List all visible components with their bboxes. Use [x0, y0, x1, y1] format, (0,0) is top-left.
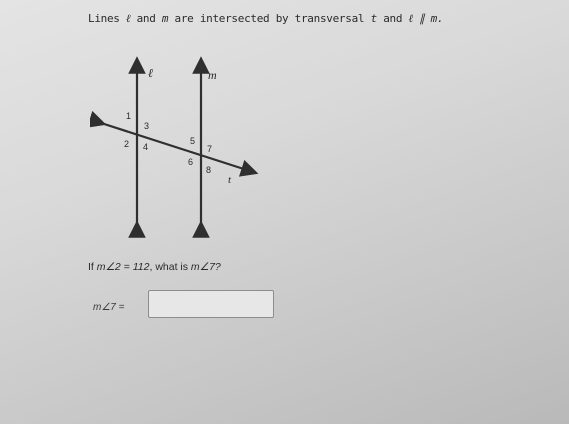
problem-line-m: m — [161, 12, 169, 25]
question-prefix: If — [88, 261, 94, 273]
question-target: m∠7? — [190, 261, 221, 273]
transversal-t — [98, 122, 250, 171]
question-text — [88, 261, 221, 273]
label-t: t — [228, 174, 232, 186]
problem-statement — [88, 12, 443, 25]
problem-line-l: ℓ — [125, 12, 131, 25]
problem-parallel: ℓ ∥ m. — [408, 12, 444, 25]
problem-and-2: and — [383, 12, 403, 25]
angle-7-label: 7 — [207, 144, 213, 154]
angle-2-label: 2 — [124, 139, 130, 149]
angle-5-label: 5 — [190, 136, 196, 146]
problem-transversal: t — [370, 12, 377, 25]
angle-4-label: 4 — [143, 142, 149, 152]
answer-input[interactable] — [148, 290, 274, 318]
question-given: m∠2 = 112 — [96, 261, 150, 273]
angle-3-label: 3 — [144, 121, 150, 131]
problem-prefix: Lines — [88, 12, 120, 25]
problem-rest: are intersected by transversal — [174, 12, 365, 25]
angle-8-label: 8 — [206, 165, 212, 175]
label-m: m — [208, 68, 217, 82]
label-l: ℓ — [148, 66, 153, 80]
answer-label: m∠7 = — [93, 302, 125, 313]
problem-and: and — [136, 12, 156, 25]
parallel-lines-diagram — [90, 55, 260, 240]
question-mid: , what is — [149, 261, 188, 273]
angle-1-label: 1 — [126, 111, 132, 121]
angle-6-label: 6 — [188, 157, 194, 167]
